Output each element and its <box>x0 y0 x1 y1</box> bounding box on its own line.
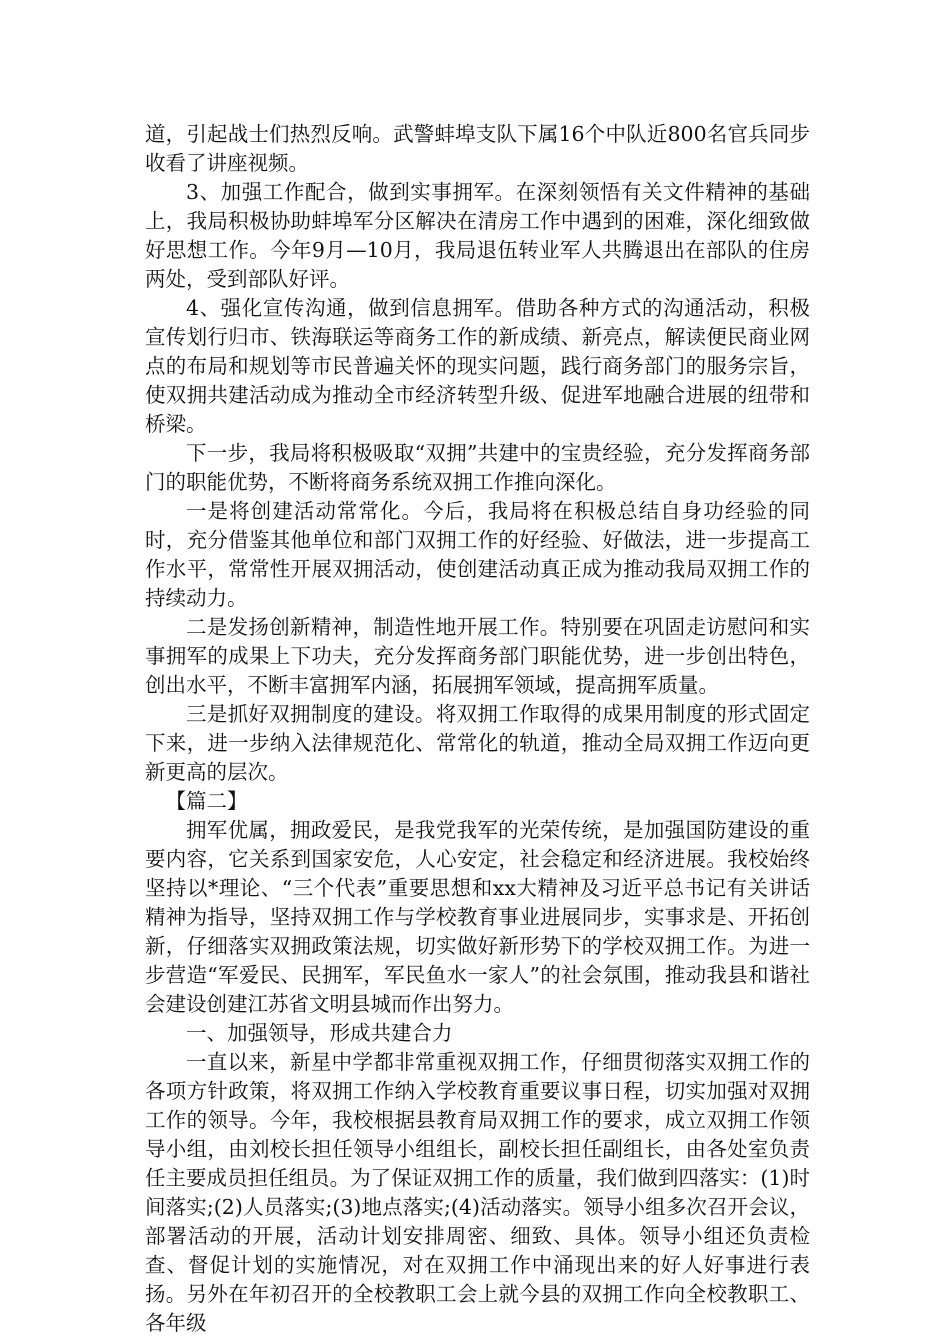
paragraph-publicity: 4、强化宣传沟通，做到信息拥军。借助各种方式的沟通活动，积极宣传划行归市、铁海联运等商务工作的新成绩、新亮点，解读便民商业网点的布局和规划等市民普遍关怀的现实问题，践行商务部门的服务宗旨，使双拥共建活动成为推动全市经济转型升级、促进军地融合进展的纽带和桥梁。 <box>145 296 810 436</box>
paragraph-point-three: 三是抓好双拥制度的建设。将双拥工作取得的成果用制度的形式固定下来，进一步纳入法律规范化、常常化的轨道，推动全局双拥工作迈向更新更高的层次。 <box>145 702 810 784</box>
paragraph-next-step: 下一步，我局将积极吸取“双拥”共建中的宝贵经验，充分发挥商务部门的职能优势，不断将商务系统双拥工作推向深化。 <box>145 441 810 494</box>
paragraph-cooperation: 3、加强工作配合，做到实事拥军。在深刻领悟有关文件精神的基础上，我局积极协助蚌埠军分区解决在清房工作中遇到的困难，深化细致做好思想工作。今年9月—10月，我局退伍转业军人共腾退出在部队的住房两处，受到部队好评。 <box>145 180 810 291</box>
paragraph-point-two: 二是发扬创新精神，制造性地开展工作。特别要在巩固走访慰问和实事拥军的成果上下功夫，充分发挥商务部门职能优势，进一步创出特色，创出水平，不断丰富拥军内涵，拓展拥军领域，提高拥军质量。 <box>145 615 810 697</box>
subheading-leadership: 一、加强领导，形成共建合力 <box>186 1021 453 1045</box>
paragraph-continuation: 道，引起战士们热烈反响。武警蚌埠支队下属16个中队近800名官兵同步收看了讲座视频。 <box>145 122 810 175</box>
section-heading-part-two: 【篇二】 <box>165 789 248 813</box>
paragraph-point-one: 一是将创建活动常常化。今后，我局将在积极总结自身功经验的同时，充分借鉴其他单位和部门双拥工作的好经验、好做法，进一步提高工作水平，常常性开展双拥活动，使创建活动真正成为推动我局双拥工作的持续动力。 <box>145 499 810 610</box>
document-body <box>145 120 810 1338</box>
paragraph-leadership: 一直以来，新星中学都非常重视双拥工作，仔细贯彻落实双拥工作的各项方针政策，将双拥工作纳入学校教育重要议事日程，切实加强对双拥工作的领导。今年，我校根据县教育局双拥工作的要求，成立双拥工作领导小组，由刘校长担任领导小组组长，副校长担任副组长，由各处室负责任主要成员担任组员。为了保证双拥工作的质量，我们做到四落实：(1)时间落实;(2)人员落实;(3)地点落实;(4)活动落实。领导小组多次召开会议，部署活动的开展，活动计划安排周密、细致、具体。领导小组还负责检查、督促计划的实施情况，对在双拥工作中涌现出来的好人好事进行表扬。另外在年初召开的全校教职工会上就今县的双拥工作向全校教职工、各年级 <box>145 1050 810 1335</box>
paragraph-intro: 拥军优属，拥政爱民，是我党我军的光荣传统，是加强国防建设的重要内容，它关系到国家安危，人心安定，社会稳定和经济进展。我校始终坚持以*理论、“三个代表”重要思想和xx大精神及习近平总书记有关讲话精神为指导，坚持双拥工作与学校教育事业进展同步，实事求是、开拓创新，仔细落实双拥政策法规，切实做好新形势下的学校双拥工作。为进一步营造“军爱民、民拥军，军民鱼水一家人”的社会氛围，推动我县和谐社会建设创建江苏省文明县城而作出努力。 <box>145 818 810 1016</box>
